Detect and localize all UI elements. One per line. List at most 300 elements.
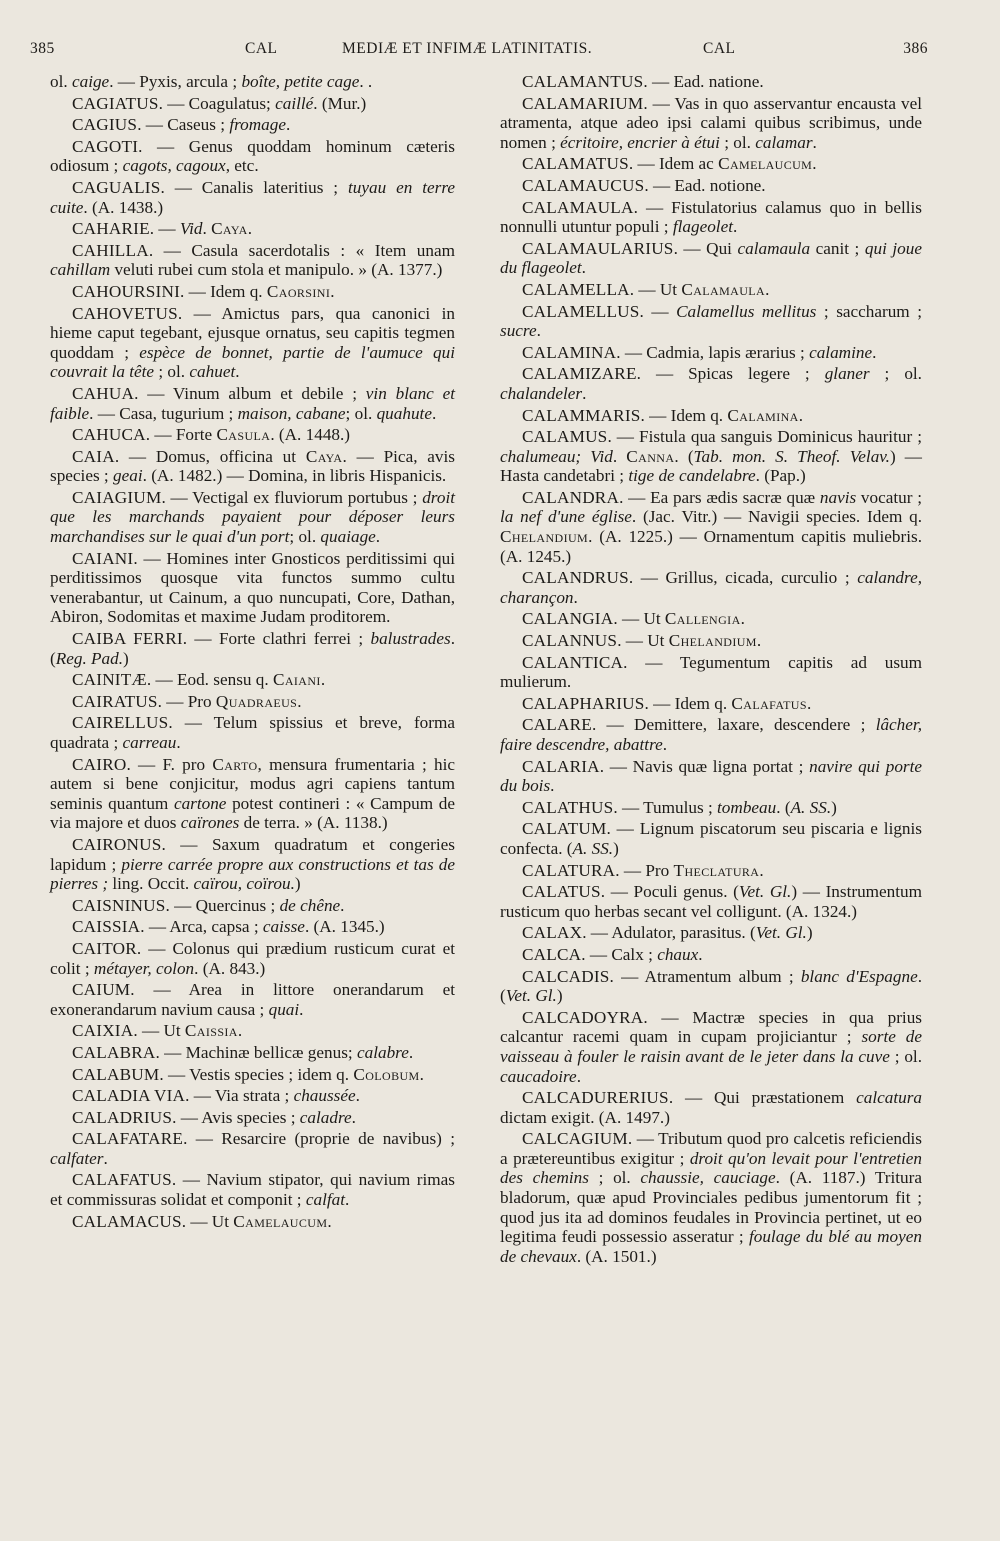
entry-text: . (431, 403, 437, 423)
entry-italic-text: caïrones (180, 813, 240, 833)
dictionary-entry (50, 282, 455, 302)
entry-headword: CAHOVETUS (72, 303, 178, 323)
entry-italic-text: sucre (500, 321, 537, 341)
entry-text: . (A. 843.) (194, 958, 266, 978)
entry-cross-reference: Calamaula (681, 279, 766, 299)
entry-text: . — Via strata ; (185, 1086, 294, 1106)
entry-text: . (176, 733, 181, 752)
entry-text: . — Canalis lateritius ; (160, 177, 348, 197)
entry-italic-text: métayer, colon (93, 958, 195, 978)
entry-text: . — Idem q. (640, 405, 728, 425)
entry-cross-reference: Caya (211, 219, 248, 239)
dictionary-entry (500, 176, 922, 196)
dictionary-entry (50, 755, 455, 833)
entry-text: ) (806, 923, 813, 943)
entry-text: . — Idem q. (644, 693, 732, 713)
entry-italic-text: foulage du blé au moyen de chevaux (500, 1227, 922, 1266)
entry-text: . (740, 609, 745, 629)
entry-italic-text: la nef d'une église (500, 507, 632, 527)
dictionary-entry (500, 488, 922, 566)
entry-text: . (235, 362, 240, 382)
entry-italic-text: calabre (356, 1042, 409, 1062)
entry-text: . — Telum spissius et breve, forma quadrata ; (50, 713, 455, 752)
entry-headword: CALAMMARIS (522, 405, 641, 425)
dictionary-entry (50, 917, 455, 937)
entry-cross-reference: Caorsini (266, 281, 331, 301)
entry-text: . — Avis species ; (172, 1107, 300, 1127)
entry-cross-reference: Callengia (664, 609, 741, 629)
entry-text: . (408, 1042, 414, 1062)
dictionary-entry (500, 945, 922, 965)
entry-text: . — Ut (617, 631, 669, 651)
entry-text: . (A. 1501.) (576, 1246, 657, 1266)
entry-cross-reference: Chelandium (500, 527, 589, 547)
entry-headword: CALANDRUS (522, 568, 629, 588)
dictionary-entry (50, 137, 455, 176)
entry-italic-text: écritoire, encrier à étui (560, 132, 720, 152)
right-column (500, 72, 922, 1268)
entry-text: . — Adulator, parasitus. ( (582, 923, 756, 943)
entry-text: veluti rubei cum stola et manipulo. » (A. 1377.) (110, 260, 443, 280)
dictionary-entry (500, 757, 922, 796)
entry-text: . — Casula sacerdotalis : « Item unam (148, 240, 455, 260)
entry-italic-text: chaussée (293, 1086, 356, 1106)
dictionary-entry (500, 568, 922, 607)
entry-italic-text: navis (819, 487, 857, 507)
dictionary-entry (500, 798, 922, 818)
dictionary-entry (50, 1170, 455, 1209)
dictionary-entry (500, 882, 922, 921)
dictionary-entry (500, 819, 922, 858)
dictionary-entry (50, 384, 455, 423)
entry-headword: CALAMINA (522, 342, 617, 362)
entry-headword: CALABUM (72, 1064, 160, 1084)
entry-italic-text: tige de candelabre (628, 466, 756, 486)
entry-text: . (872, 342, 877, 362)
entry-cross-reference: Theclatura (673, 860, 760, 880)
entry-italic-text: droit qu'on levait pour l'entretien des chemins (500, 1148, 922, 1188)
entry-text: . — Saxum quadratum et congeries lapidum ; (50, 834, 455, 874)
entry-italic-text: maison, cabane (237, 403, 346, 423)
entry-italic-text: droit que les marchands payaient pour déposer leurs marchandises sur le quai d'un port (50, 487, 455, 547)
entry-headword: CAIBA FERRI (72, 629, 183, 649)
entry-text: ; ol. (154, 362, 190, 382)
entry-text: . (A. 1345.) (304, 917, 385, 937)
page-number-right: 386 (903, 40, 928, 57)
entry-cross-reference: Colobum (353, 1064, 420, 1084)
entry-cross-reference: Calafatus (731, 693, 807, 713)
entry-text: ; ol. (719, 132, 756, 152)
entry-text: ; saccharum ; (816, 301, 922, 321)
entry-text: ; ol. (289, 527, 321, 547)
entry-text: . (A. 1187.) Tritura bladorum, quæ apud Provinciales pedibus jumentorum fit ; quod jus ita ad dominos feudales in Provincia pertinet, ut eo legitima feudi possessio asseratur ; (500, 1168, 922, 1247)
entry-headword: CALCAGIUM (522, 1129, 628, 1149)
entry-text: . — Eod. sensu q. (146, 670, 273, 690)
entry-text: . — Caseus ; (137, 115, 230, 135)
dictionary-entry (50, 939, 455, 978)
entry-text: . (247, 219, 252, 239)
entry-text: . — Ead. natione. (643, 72, 764, 91)
dictionary-entry (500, 94, 922, 153)
entry-headword: CALAMANTUS (522, 72, 644, 91)
entry-text: ; ol. (345, 403, 377, 423)
entry-headword: CALATHUS (522, 797, 614, 817)
entry-italic-text: Reg. Pad. (55, 648, 124, 668)
entry-italic-text: fromage (229, 115, 286, 135)
dictionary-entry (500, 72, 922, 92)
entry-text: . — Demittere, laxare, descendere ; (591, 715, 876, 735)
dictionary-entry (500, 427, 922, 486)
entry-cross-reference: Carto (212, 754, 258, 774)
entry-text: . (581, 258, 586, 278)
entry-text: . — Cadmia, lapis ærarius ; (616, 342, 810, 362)
entry-text: . (536, 321, 541, 341)
entry-text: . — Domus, officina ut (114, 446, 306, 466)
entry-text: ) (556, 986, 563, 1006)
entry-text: . . (359, 72, 373, 91)
entry-italic-text: chaussie, cauciage (640, 1168, 776, 1188)
entry-text: . — Idem ac (628, 154, 719, 174)
entry-italic-text: calamaula (737, 238, 811, 258)
entry-italic-text: tombeau (717, 797, 777, 817)
entry-text: . ( (50, 629, 455, 668)
entry-text: . — Homines inter Gnosticos perditissimi qui perditissimos quosque vita functos summo cultu venerabantur, ut Cainum, a quo nuncupati, Core, Dathan, Abiron, Sodomitas et maxime Judam proditorem. (50, 548, 455, 627)
entry-text: , mensura frumentaria ; hic autem si bene conjicitur, modus agri capiens tantum seminis quantum (50, 754, 455, 813)
entry-italic-text: cahillam (50, 260, 111, 280)
entry-headword: CALARIA (522, 756, 600, 776)
entry-headword: CALAPHARIUS (522, 693, 645, 713)
entry-text: . — Vas in quo asservantur encausta vel atramenta, atque adeo ipsi calami quibus scribimus, unde nomen ; (500, 93, 922, 152)
entry-text: . — Navium stipator, qui navium rimas et commissuras solidat et componit ; (50, 1170, 455, 1210)
entry-italic-text: geai (113, 466, 143, 486)
entry-text: . — Arca, capsa ; (140, 917, 263, 937)
entry-italic-text: Vet. Gl. (755, 923, 807, 943)
entry-italic-text: quai (268, 999, 300, 1019)
entry-italic-text: Vet. Gl. (505, 986, 557, 1006)
entry-text: . — Genus quoddam hominum cæteris odiosum ; (50, 136, 455, 176)
entry-headword: CALCADOYRA (522, 1007, 644, 1027)
dictionary-entry (500, 302, 922, 341)
entry-text: ) (294, 874, 301, 894)
entry-text: . — Forte (145, 425, 217, 445)
entry-text: . — Ead. notione. (644, 175, 766, 195)
entry-headword: CALAMUS (522, 427, 608, 447)
entry-text: ; ol. (869, 364, 922, 384)
entry-text: ol. (50, 72, 72, 91)
entry-italic-text: qui joue du flageolet (500, 238, 922, 278)
entry-headword: CAIA (72, 446, 115, 466)
entry-text: . — Pica, avis species ; (50, 446, 455, 486)
dictionary-entry (50, 178, 455, 217)
entry-text: ; ol. (889, 1046, 922, 1066)
dictionary-entry (50, 1021, 455, 1041)
entry-headword: CALAMAUCUS (522, 175, 645, 195)
entry-text: ) — Hasta candetabri ; (500, 446, 922, 486)
entry-text: ling. Occit. (108, 874, 194, 894)
entry-text: . — F. pro (126, 754, 213, 774)
entry-headword: CALAFATARE (72, 1129, 184, 1149)
entry-italic-text: A. SS. (572, 838, 614, 858)
entry-headword: CALAMATUS (522, 154, 629, 174)
entry-text: . (582, 383, 587, 403)
left-column (50, 72, 455, 1233)
entry-text: . — Casa, tugurium ; (89, 403, 238, 423)
entry-italic-text: caige (71, 72, 110, 91)
dictionary-entry (50, 835, 455, 894)
entry-text: . — (149, 219, 180, 239)
entry-italic-text: carreau (122, 733, 177, 752)
entry-italic-text: vin blanc et faible (50, 383, 455, 423)
entry-text: . — Ut (613, 609, 665, 629)
entry-text: . (A. 1482.) — Domina, in libris Hispanicis. (142, 466, 447, 486)
dictionary-entry (500, 967, 922, 1006)
entry-italic-text: calandre, charançon (500, 568, 922, 607)
dictionary-entry (500, 1008, 922, 1086)
entry-text: . (351, 1107, 356, 1127)
dictionary-entry (50, 94, 455, 114)
entry-text: . — Machinæ bellicæ genus; (155, 1042, 357, 1062)
dictionary-entry (50, 241, 455, 280)
entry-text: ; ol. (588, 1168, 641, 1188)
entry-italic-text: pierre carrée propre aux constructions et tas de pierres ; (50, 854, 455, 894)
entry-text: . — Fistulatorius calamus quo in bellis nonnulli utuntur populi ; (500, 197, 922, 237)
entry-text: . — Poculi genus. ( (600, 882, 739, 902)
entry-headword: CALADIA VIA (72, 1086, 186, 1106)
header-keyword-left: CAL (245, 40, 278, 57)
entry-text: . — Mactræ species in qua prius calcantur racemi quam in cupam projiciantur ; (500, 1007, 922, 1047)
dictionary-entry (500, 239, 922, 278)
entry-headword: CAIRATUS (72, 691, 158, 711)
dictionary-entry (50, 670, 455, 690)
entry-italic-text: cagots, cagoux (122, 156, 226, 176)
entry-cross-reference: Camelaucum (233, 1211, 328, 1231)
entry-text: . (765, 279, 770, 299)
entry-italic-text: caisse (262, 917, 305, 937)
dictionary-entry (500, 923, 922, 943)
entry-text: . — Lignum piscatorum seu piscaria e lignis confecta. ( (500, 819, 922, 858)
entry-headword: CALANGIA (522, 609, 614, 629)
dictionary-entry (50, 1043, 455, 1063)
dictionary-entry (500, 715, 922, 754)
entry-italic-text: tuyau en terre cuite (50, 177, 455, 217)
entry-italic-text: cahuet (189, 362, 236, 382)
dictionary-entry (50, 549, 455, 627)
entry-text: . (806, 693, 812, 713)
entry-headword: CALAMARIUM (522, 93, 644, 113)
entry-text: . — Tumulus ; (613, 797, 718, 817)
entry-headword: CALAMELLA (522, 279, 630, 299)
entry-headword: CALAFATUS (72, 1170, 172, 1190)
entry-text: ) (831, 797, 837, 817)
entry-text: . — Colonus qui prædium rusticum curat et colit ; (50, 938, 455, 978)
entry-cross-reference: Casula (216, 425, 271, 445)
entry-italic-text: A. SS. (790, 797, 832, 817)
entry-italic-text: flageolet (672, 217, 733, 237)
entry-headword: CALATURA (522, 860, 616, 880)
entry-text: . (Mur.) (313, 93, 367, 113)
dictionary-entry (500, 1088, 922, 1127)
dictionary-entry (500, 364, 922, 403)
entry-text: . (327, 1211, 332, 1231)
entry-text: . — Forte clathri ferrei ; (182, 629, 371, 649)
entry-italic-text: calamine (809, 342, 873, 362)
entry-headword: CAITOR (72, 938, 137, 958)
entry-italic-text: Vid (179, 219, 203, 239)
dictionary-entry (50, 1086, 455, 1106)
entry-text: . — Ea pars ædis sacræ quæ (619, 487, 820, 507)
entry-text: . (103, 1148, 108, 1168)
dictionary-entry (50, 713, 455, 752)
dictionary-entry (50, 219, 455, 239)
entry-headword: CALANDRA (522, 487, 620, 507)
entry-text: dictam exigit. (A. 1497.) (500, 1107, 670, 1127)
entry-italic-text: navire qui porte du bois (500, 756, 923, 796)
entry-text: . (419, 1064, 424, 1084)
entry-text: . (A. 1438.) (83, 197, 164, 217)
entry-text: . (299, 999, 304, 1019)
entry-text: . (Pap.) (755, 466, 806, 486)
entry-italic-text: Tab. mon. S. Theof. Velav. (693, 446, 890, 466)
entry-text: . (375, 527, 381, 547)
entry-text: . (Jac. Vitr.) — Navigii species. Idem q. (631, 507, 922, 527)
entry-text: . (320, 670, 326, 690)
entry-headword: CAIAGIUM (72, 487, 162, 507)
entry-headword: CAIANI (72, 548, 134, 568)
entry-italic-text: caucadoire (500, 1066, 577, 1086)
dictionary-entry (50, 629, 455, 668)
entry-headword: CALAX (522, 923, 583, 943)
header-title: MEDIÆ ET INFIMÆ LATINITATIS. (342, 40, 593, 57)
entry-italic-text: caillé (275, 93, 314, 113)
entry-text: . — Vinum album et debile ; (134, 383, 366, 403)
entry-text: . (612, 446, 627, 466)
entry-text: . (662, 735, 668, 754)
entry-text: ) (123, 648, 129, 668)
dictionary-entry (500, 694, 922, 714)
entry-cross-reference: Caya (305, 446, 343, 466)
entry-italic-text: chalandeler (500, 383, 583, 403)
entry-italic-text: Vet. Gl. (738, 882, 792, 902)
entry-headword: CALANNUS (522, 631, 618, 651)
entry-italic-text: calfat (305, 1190, 346, 1210)
entry-italic-text: quaiage (320, 527, 376, 547)
entry-headword: CAIRO (72, 754, 127, 774)
entry-text: ) — Instrumentum rusticum quo herbas secant vel colligunt. (A. 1324.) (500, 882, 923, 921)
entry-headword: CAGIUS (72, 115, 138, 135)
entry-text: . — Amictus pars, qua canonici in hieme caput tegebant, ejusque ornatus, seu capitis tegmen quoddam ; (50, 303, 455, 362)
entry-text: . (202, 219, 212, 239)
entry-headword: CAIRONUS (72, 834, 162, 854)
entry-cross-reference: Chelandium (668, 631, 757, 651)
entry-text: . — Idem q. (180, 281, 267, 301)
dictionary-entry (500, 198, 922, 237)
dictionary-entry (500, 609, 922, 629)
entry-italic-text: sorte de vaisseau à fouler le raisin avant de le jeter dans la cuve (500, 1027, 922, 1066)
entry-text: . (355, 1086, 360, 1106)
entry-text: . (759, 860, 764, 880)
entry-headword: CAGUALIS (72, 177, 161, 197)
entry-text: . — (639, 301, 677, 321)
dictionary-entry (500, 280, 922, 300)
entry-text: . — Ut (133, 1021, 185, 1041)
entry-cross-reference: Canna (626, 446, 675, 466)
entry-headword: CALANTICA (522, 652, 624, 672)
entry-italic-text: glaner (824, 364, 870, 384)
entry-italic-text: balustrades (370, 629, 451, 649)
entry-text: . (345, 1190, 350, 1210)
entry-text: . — Tributum quod pro calcetis reficiendis a prætereuntibus exigitur ; (500, 1129, 922, 1168)
entry-text: . (A. 1225.) — Ornamentum capitis muliebris. (A. 1245.) (500, 527, 922, 566)
entry-text: . — Ut (629, 279, 682, 299)
entry-cross-reference: Calamina (727, 405, 799, 425)
entry-headword: CAHUA (72, 383, 135, 403)
entry-italic-text: Calamellus mellitus (676, 301, 817, 321)
entry-text: . — Vestis species ; idem q. (159, 1064, 354, 1084)
dictionary-entry (50, 1129, 455, 1168)
entry-text: . ( (674, 446, 694, 466)
entry-headword: CAISNINUS (72, 895, 166, 915)
entry-text: . — Navis quæ ligna portat ; (599, 756, 810, 776)
dictionary-entry (50, 692, 455, 712)
entry-text: . — Fistula qua sanguis Dominicus hauritur ; (607, 427, 922, 447)
entry-italic-text: chalumeau; Vid (500, 446, 613, 466)
entry-italic-text: caïrou, coïrou. (193, 874, 295, 894)
entry-headword: CALAMIZARE (522, 364, 637, 384)
entry-cross-reference: Caiani (272, 670, 321, 690)
entry-text: . — Qui (673, 238, 738, 258)
entry-text: . — Grillus, cicada, curculio ; (628, 568, 858, 588)
entry-text: vocatur ; (856, 487, 922, 507)
entry-headword: CALAMELLUS (522, 301, 640, 321)
header-keyword-right: CAL (703, 40, 736, 57)
entry-text: ) (613, 838, 619, 858)
dictionary-entry (50, 1065, 455, 1085)
entry-text: . ( (776, 797, 791, 817)
entry-text: . — Area in littore onerandarum et exonerandarum navium causa ; (50, 980, 455, 1019)
dictionary-entry (50, 1108, 455, 1128)
entry-text: . (573, 587, 578, 607)
entry-text: . (812, 154, 817, 174)
entry-headword: CAIUM (72, 980, 131, 1000)
dictionary-entry (50, 447, 455, 486)
entry-text: . — Pyxis, arcula ; (109, 72, 242, 91)
entry-headword: CALCADIS (522, 966, 610, 986)
entry-text: . (330, 281, 335, 301)
entry-text: . (297, 691, 302, 711)
page-number-left: 385 (30, 40, 55, 57)
entry-text: . (756, 631, 762, 651)
entry-headword: CAHILLA (72, 240, 149, 260)
entry-headword: CAGIATUS (72, 93, 159, 113)
entry-text: . (340, 895, 345, 915)
entry-headword: CALATUM (522, 819, 607, 839)
entry-text: . — Pro (157, 691, 216, 711)
entry-text: . (285, 115, 291, 135)
dictionary-entry (500, 406, 922, 426)
entry-headword: CALADRIUS (72, 1107, 173, 1127)
entry-cross-reference: Quadraeus (215, 691, 298, 711)
entry-headword: CAHARIE (72, 219, 150, 239)
entry-text: . — Spicas legere ; (636, 364, 825, 384)
entry-italic-text: cartone (173, 793, 227, 813)
entry-text: . — Qui præstationem (668, 1088, 857, 1108)
entry-text: , etc. (225, 156, 259, 176)
entry-headword: CAIXIA (72, 1021, 134, 1041)
entry-italic-text: calfater (50, 1148, 104, 1168)
entry-text: . — Atramentum album ; (609, 966, 801, 986)
entry-text: . — Ut (181, 1211, 234, 1231)
dictionary-entry (500, 653, 922, 692)
